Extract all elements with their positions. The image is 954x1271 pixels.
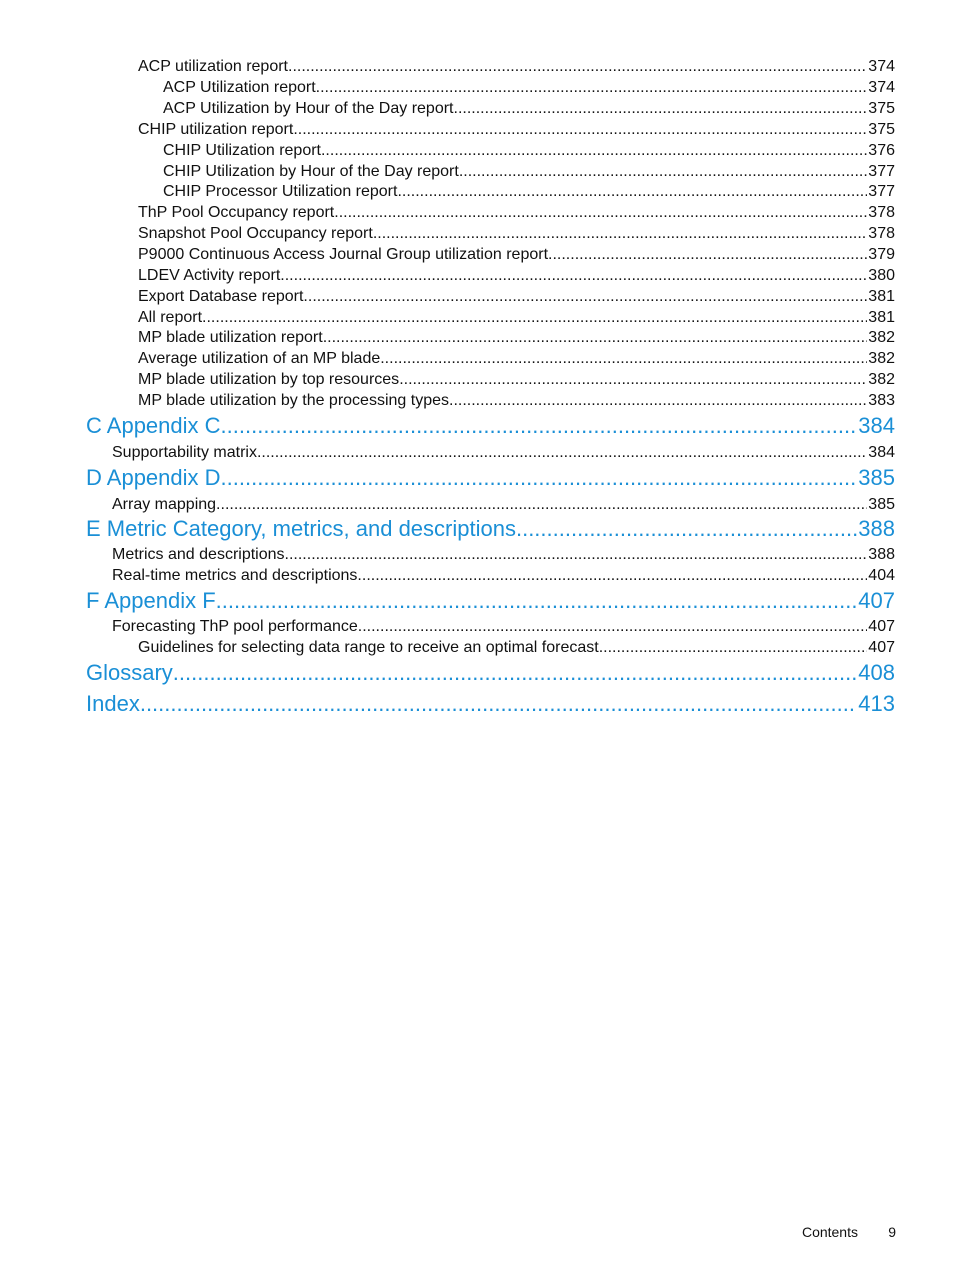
toc-entry-title: ACP Utilization by Hour of the Day report	[163, 100, 454, 117]
toc-entry-title: ThP Pool Occupancy report	[138, 204, 335, 221]
toc-entry[interactable]	[138, 244, 895, 265]
toc-entry[interactable]	[163, 98, 895, 119]
toc-entry-page: 375	[868, 100, 895, 117]
toc-dot-leader	[221, 412, 858, 440]
toc-dot-leader	[449, 390, 867, 411]
toc-entry-page: 377	[868, 183, 895, 200]
toc-heading-entry[interactable]	[86, 515, 895, 543]
toc-entry-page: 375	[868, 121, 895, 138]
toc-entry-title: ACP utilization report	[138, 58, 288, 75]
toc-heading-entry[interactable]	[86, 587, 895, 615]
toc-entry-title: Average utilization of an MP blade	[138, 350, 381, 367]
toc-entry-title: CHIP Processor Utilization report	[163, 183, 398, 200]
toc-entry-title: MP blade utilization by top resources	[138, 371, 400, 388]
toc-entry-title: Guidelines for selecting data range to receive an optimal forecast	[138, 639, 599, 656]
toc-dot-leader	[358, 616, 868, 637]
toc-dot-leader	[257, 442, 867, 463]
toc-dot-leader	[380, 348, 867, 369]
toc-entry-title: Export Database report	[138, 288, 304, 305]
toc-dot-leader	[334, 202, 867, 223]
toc-entry-title: P9000 Continuous Access Journal Group utilization report	[138, 246, 549, 263]
toc-entry-page: 388	[858, 516, 895, 541]
toc-dot-leader	[316, 77, 868, 98]
toc-entry-page: 404	[868, 567, 895, 584]
toc-entry-page: 381	[868, 288, 895, 305]
toc-dot-leader	[373, 223, 867, 244]
toc-entry[interactable]	[163, 161, 895, 182]
toc-entry-title: Real-time metrics and descriptions	[112, 567, 358, 584]
toc-entry[interactable]	[138, 223, 895, 244]
toc-entry[interactable]	[112, 616, 895, 637]
toc-entry-page: 407	[868, 639, 895, 656]
toc-entry-page: 376	[868, 142, 895, 159]
toc-dot-leader	[280, 265, 867, 286]
toc-entry-page: 382	[868, 350, 895, 367]
toc-entry[interactable]	[138, 348, 895, 369]
toc-entry[interactable]	[163, 140, 895, 161]
toc-entry-page: 407	[868, 618, 895, 635]
toc-entry-page: 385	[858, 465, 895, 490]
toc-entry[interactable]	[138, 286, 895, 307]
toc-entry-page: 381	[868, 309, 895, 326]
toc-entry[interactable]	[138, 119, 895, 140]
toc-entry-page: 413	[858, 691, 895, 716]
toc-entry-title: ACP Utilization report	[163, 79, 316, 96]
toc-entry-page: 374	[868, 58, 895, 75]
toc-entry-title: LDEV Activity report	[138, 267, 281, 284]
toc-entry[interactable]	[138, 369, 895, 390]
toc-heading-entry[interactable]	[86, 464, 895, 492]
toc-entry-page: 384	[868, 444, 895, 461]
toc-entry-title: Supportability matrix	[112, 444, 257, 461]
page-footer	[0, 1222, 954, 1242]
toc-entry-page: 385	[868, 496, 895, 513]
toc-entry[interactable]	[112, 544, 895, 565]
toc-dot-leader	[357, 565, 867, 586]
toc-dot-leader	[202, 307, 867, 328]
toc-entry-title: E Metric Category, metrics, and descriptions	[86, 516, 516, 541]
toc-entry[interactable]	[163, 181, 895, 202]
toc-dot-leader	[216, 494, 867, 515]
toc-entry-title: MP blade utilization report	[138, 329, 323, 346]
toc-dot-leader	[288, 56, 867, 77]
toc-entry-page: 407	[858, 588, 895, 613]
toc-dot-leader	[397, 181, 867, 202]
toc-entry-title: F Appendix F	[86, 588, 216, 613]
toc-dot-leader	[548, 244, 867, 265]
toc-dot-leader	[599, 637, 868, 658]
toc-dot-leader	[454, 98, 868, 119]
toc-entry-title: All report	[138, 309, 203, 326]
toc-entry-title: CHIP Utilization report	[163, 142, 321, 159]
toc-entry-page: 377	[868, 163, 895, 180]
toc-entry-title: CHIP utilization report	[138, 121, 294, 138]
toc-entry[interactable]	[112, 442, 895, 463]
toc-dot-leader	[285, 544, 868, 565]
toc-entry-page: 384	[858, 413, 895, 438]
toc-dot-leader	[221, 464, 858, 492]
footer-label: Contents	[801, 1224, 858, 1240]
footer-page-number: 9	[888, 1224, 896, 1240]
toc-entry-title: Metrics and descriptions	[112, 546, 285, 563]
toc-heading-entry[interactable]	[86, 690, 895, 718]
toc-entry-title: D Appendix D	[86, 465, 221, 490]
toc-dot-leader	[323, 327, 868, 348]
toc-entry[interactable]	[138, 202, 895, 223]
toc-dot-leader	[173, 659, 857, 687]
toc-entry-page: 382	[868, 329, 895, 346]
toc-heading-entry[interactable]	[86, 659, 895, 687]
toc-entry-title: C Appendix C	[86, 413, 221, 438]
toc-entry-page: 380	[868, 267, 895, 284]
toc-entry-page: 382	[868, 371, 895, 388]
toc-entry[interactable]	[112, 494, 895, 515]
toc-entry-page: 388	[868, 546, 895, 563]
toc-entry[interactable]	[138, 307, 895, 328]
toc-entry[interactable]	[138, 327, 895, 348]
toc-dot-leader	[216, 587, 858, 615]
toc-dot-leader	[516, 515, 857, 543]
toc-dot-leader	[459, 161, 867, 182]
toc-entry-title: MP blade utilization by the processing types	[138, 392, 449, 409]
toc-dot-leader	[140, 690, 857, 718]
toc-entry[interactable]	[138, 390, 895, 411]
toc-entry[interactable]	[138, 637, 895, 658]
toc-dot-leader	[321, 140, 867, 161]
toc-dot-leader	[293, 119, 867, 140]
toc-entry-page: 378	[868, 225, 895, 242]
toc-entry-title: CHIP Utilization by Hour of the Day report	[163, 163, 459, 180]
toc-entry-page: 374	[868, 79, 895, 96]
toc-entry[interactable]	[163, 77, 895, 98]
toc-entry-title: Array mapping	[112, 496, 217, 513]
toc-entry[interactable]	[112, 565, 895, 586]
toc-entry-title: Glossary	[86, 660, 173, 685]
toc-entry[interactable]	[138, 265, 895, 286]
toc-entry-title: Snapshot Pool Occupancy report	[138, 225, 373, 242]
toc-dot-leader	[399, 369, 867, 390]
toc-entry-page: 383	[868, 392, 895, 409]
toc-entry-title: Forecasting ThP pool performance	[112, 618, 358, 635]
toc-entry-page: 378	[868, 204, 895, 221]
toc-entry-title: Index	[86, 691, 140, 716]
toc-entry-page: 408	[858, 660, 895, 685]
toc-entry[interactable]	[138, 56, 895, 77]
toc-heading-entry[interactable]	[86, 412, 895, 440]
toc-entry-page: 379	[868, 246, 895, 263]
toc-dot-leader	[303, 286, 867, 307]
